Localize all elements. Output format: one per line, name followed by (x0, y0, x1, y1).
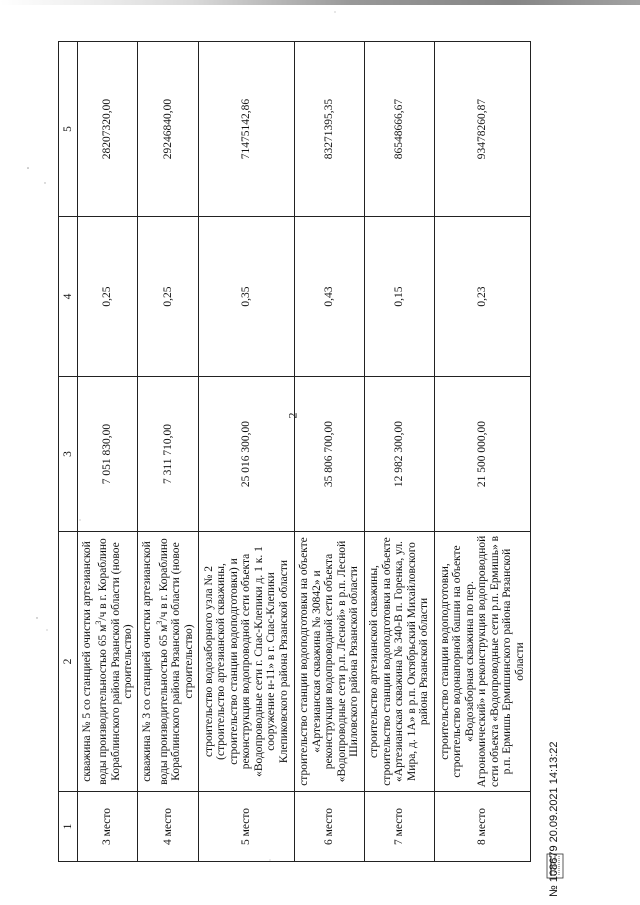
table-row (434, 42, 530, 862)
table-row (198, 42, 294, 862)
place-cell: 6 место (295, 792, 365, 862)
table-row (295, 42, 365, 862)
coefficient-cell: 0,15 (364, 217, 434, 377)
cost-cell: 7 311 710,00 (138, 377, 198, 532)
document-registration-footer: № 108679 20.09.2021 14:13:22 (548, 741, 560, 897)
description-cell: строительство водозаборного узла № 2 (строительство артезианской скважины, строительство станции водоподготовки) и реконструкция водопроводной сети объекта «Водопроводные сети г. Спас-Клепики д. 1 к. 1 сооружение н-11» в г. Спас-Клепики Клепиковского района Рязанской области (198, 532, 294, 792)
place-cell: 7 место (364, 792, 434, 862)
total-cell: 28207320,00 (78, 42, 138, 217)
column-header: 4 (59, 217, 78, 377)
cost-cell: 21 500 000,00 (434, 377, 530, 532)
coefficient-cell: 0,23 (434, 217, 530, 377)
cost-cell: 25 016 300,00 (198, 377, 294, 532)
page-number: 2 (285, 412, 300, 419)
coefficient-cell: 0,25 (138, 217, 198, 377)
description-cell: строительство артезианской скважины, строительство станции водоподготовки на объекте «Артезианская скважина № 340-В п. Горенка, ул. Мира, д. 1А» в р.п. Октябрьский Михайловского района Рязанской области (364, 532, 434, 792)
table-row (78, 42, 138, 862)
description-cell: скважина № 5 со станцией очистки артезианской воды производительностью 65 $м^3/ч$ в г. Кораблино Кораблинского района Рязанской области (новое строительство) (78, 532, 138, 792)
column-header: 2 (59, 532, 78, 792)
contest-results-table (58, 41, 531, 862)
coefficient-cell: 0,43 (295, 217, 365, 377)
description-cell: строительство станции водоподготовки, строительство водонапорной башни на объекте «Водозаборная скважина по пер. Агрономический» и реконструкция водопроводной сети объекта «Водопроводные сети р.п. Ермишь» в р.п. Ермишь Ермишинского района Рязанской области (434, 532, 530, 792)
place-cell: 3 место (78, 792, 138, 862)
table-row (138, 42, 198, 862)
rotated-table-container (58, 42, 531, 862)
place-cell: 4 место (138, 792, 198, 862)
column-header: 5 (59, 42, 78, 217)
total-cell: 83271395,35 (295, 42, 365, 217)
total-cell: 86548666,67 (364, 42, 434, 217)
scan-edge (0, 0, 640, 5)
description-cell: скважина № 3 со станцией очистки артезианской воды производительностью 65 $м^3/ч$ в г. Кораблино Кораблинского района Рязанской области (новое строительство) (138, 532, 198, 792)
column-header: 1 (59, 792, 78, 862)
table-row (364, 42, 434, 862)
table-header-row (59, 42, 78, 862)
place-cell: 5 место (198, 792, 294, 862)
coefficient-cell: 0,35 (198, 217, 294, 377)
cost-cell: 35 806 700,00 (295, 377, 365, 532)
total-cell: 71475142,86 (198, 42, 294, 217)
cost-cell: 12 982 300,00 (364, 377, 434, 532)
total-cell: 29246840,00 (138, 42, 198, 217)
column-header: 3 (59, 377, 78, 532)
cost-cell: 7 051 830,00 (78, 377, 138, 532)
total-cell: 93478260,87 (434, 42, 530, 217)
description-cell: строительство станции водоподготовки на объекте «Артезианская скважина № 30842» и реконструкция водопроводной сети объекта «Водопроводные сети р.п. Лесной» в р.п. Лесной Шиловского района Рязанской области (295, 532, 365, 792)
place-cell: 8 место (434, 792, 530, 862)
coefficient-cell: 0,25 (78, 217, 138, 377)
